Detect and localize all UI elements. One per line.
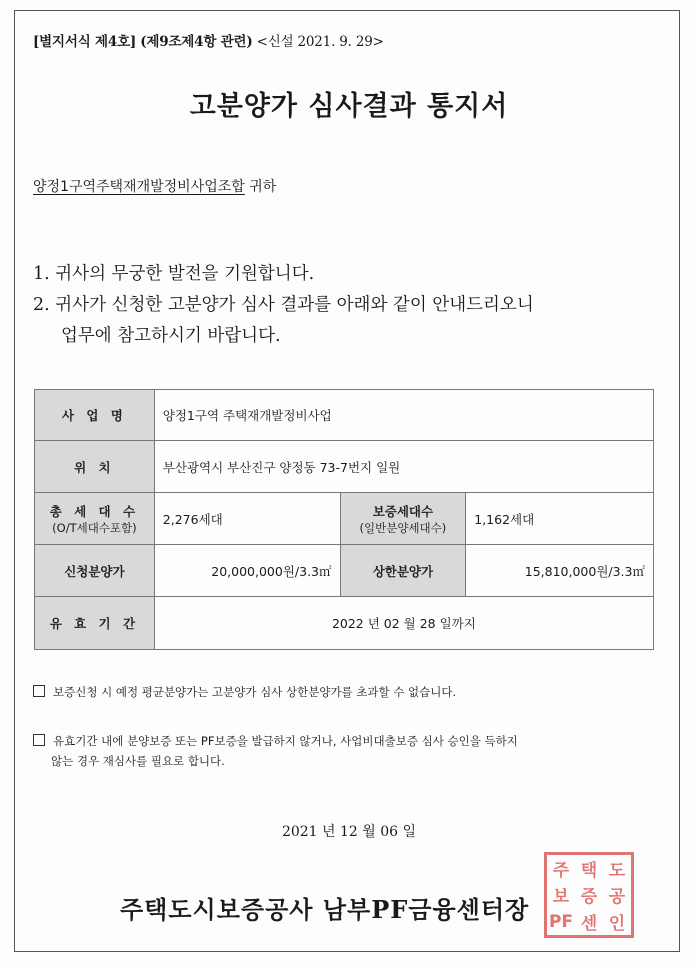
result-table [34,389,654,650]
paragraph-1: 1. 귀사의 무궁한 발전을 기원합니다. [33,264,315,284]
paragraph-2: 2. 귀사가 신청한 고분양가 심사 결과를 아래와 같이 안내드리오니 [33,295,534,315]
recipient [33,176,276,196]
table-row [35,597,654,650]
note-2 [33,731,668,771]
form-reference [33,30,384,50]
paragraph-2-continued: 업무에 참고하시기 바랍니다. [61,326,281,346]
guarantee-units-title: 보증세대수 [372,503,434,519]
total-units-value: 2,276세대 [154,493,340,545]
business-name-value: 양정1구역 주택재개발정비사업 [154,390,653,441]
form-number: [별지서식 제4호] [33,34,137,50]
upper-price-label: 상한분양가 [340,545,466,597]
upper-price-value: 15,810,000원/3.3㎡ [466,545,654,597]
table-row [35,545,654,597]
total-units-label [35,493,155,545]
note-1-text: 보증신청 시 예정 평균분양가는 고분양가 심사 상한분양가를 초과할 수 없습니다. [53,685,457,699]
table-row [35,493,654,545]
issue-date: 2021 년 12 월 06 일 [281,824,417,840]
recipient-suffix: 귀하 [249,179,277,195]
location-value: 부산광역시 부산진구 양정동 73-7번지 일원 [154,441,653,493]
table-row [35,441,654,493]
guarantee-units-sub: (일반분양세대수) [359,520,447,535]
total-units-sub: (O/T세대수포함) [52,520,137,535]
checkbox-icon [33,734,45,746]
body-paragraphs [33,259,663,352]
location-label: 위 치 [35,441,155,493]
table-row [35,390,654,441]
validity-label: 유 효 기 간 [35,597,155,650]
note-2-text: 유효기간 내에 분양보증 또는 PF보증을 발급하지 않거나, 사업비대출보증 심사 승인을 득하지 [53,734,518,748]
total-units-title: 총 세 대 수 [49,503,140,519]
applied-price-value: 20,000,000원/3.3㎡ [154,545,340,597]
form-created: <신설 2021. 9. 29> [256,34,384,50]
note-2-continued: 않는 경우 재심사를 필요로 합니다. [51,754,225,768]
checkbox-icon [33,685,45,697]
applied-price-label: 신청분양가 [35,545,155,597]
note-1 [33,682,663,702]
guarantee-units-label [340,493,466,545]
document-title: 고분양가 심사결과 통지서 [189,91,509,122]
business-name-label: 사 업 명 [35,390,155,441]
issuer-name: 주택도시보증공사 남부PF금융센터장 [120,895,530,924]
form-article: (제9조제4항 관련) [140,34,253,50]
recipient-org: 양정1구역주택재개발정비사업조합 [33,179,245,195]
validity-value: 2022 년 02 월 28 일까지 [154,597,653,650]
official-seal-stamp: 주 택 도 보 증 공 PF 센 인 [544,852,634,938]
guarantee-units-value: 1,162세대 [466,493,654,545]
